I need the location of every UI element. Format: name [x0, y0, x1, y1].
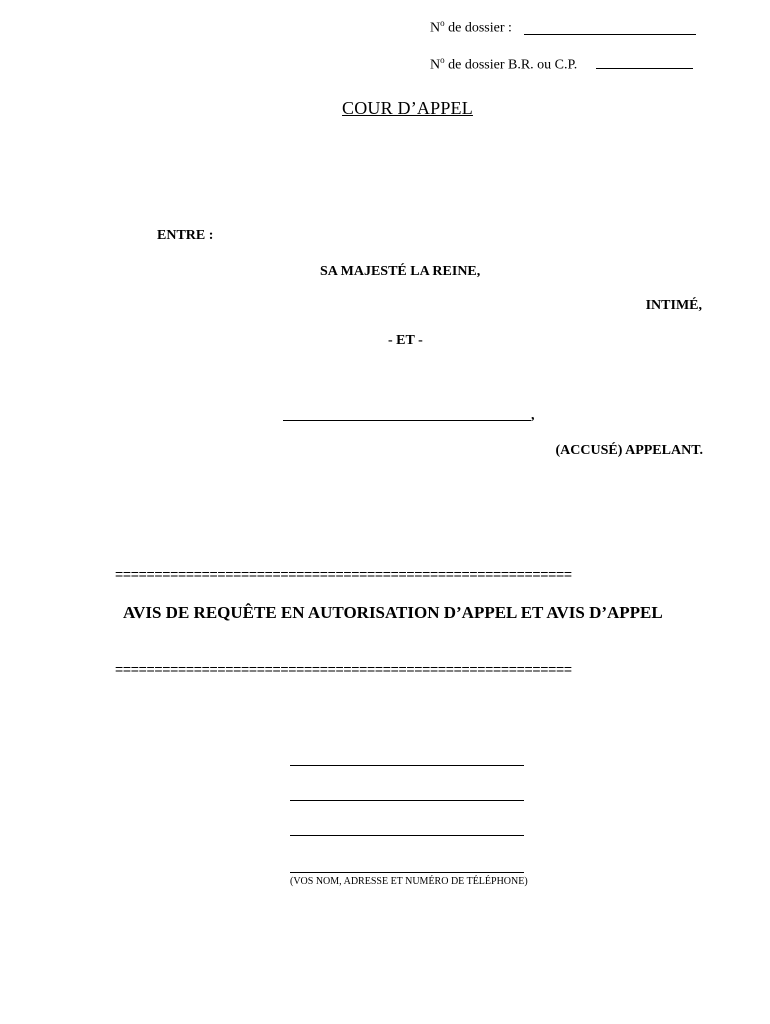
file-number-prefix: N	[430, 20, 441, 36]
br-file-number-line	[430, 55, 577, 74]
contact-address-field-2[interactable]	[290, 835, 524, 836]
contact-phone-field[interactable]	[290, 872, 524, 873]
contact-address-field[interactable]	[290, 800, 524, 801]
file-number-line	[430, 18, 512, 37]
file-number-field[interactable]	[524, 34, 696, 35]
appellant-comma: ,	[531, 408, 535, 423]
appellant-role: (ACCUSÉ) APPELANT.	[555, 443, 703, 458]
file-number-suffix: o	[440, 18, 445, 28]
br-file-number-label: de dossier B.R. ou C.P.	[444, 57, 578, 73]
separator-et: - ET -	[388, 333, 423, 348]
respondent-role: INTIMÉ,	[645, 298, 702, 313]
br-number-prefix: N	[430, 57, 441, 73]
contact-caption: (VOS NOM, ADRESSE ET NUMÉRO DE TÉLÉPHONE)	[290, 876, 528, 887]
br-number-suffix: o	[440, 55, 445, 65]
appellant-name-field[interactable]	[283, 420, 531, 421]
contact-name-field[interactable]	[290, 765, 524, 766]
between-label: ENTRE :	[157, 228, 214, 243]
separator-bottom: ==========================================================	[115, 661, 572, 677]
br-file-number-field[interactable]	[596, 68, 693, 69]
separator-top: ==========================================================	[115, 566, 572, 582]
court-title: COUR D’APPEL	[342, 98, 473, 118]
file-number-label: de dossier :	[444, 20, 512, 36]
party-crown: SA MAJESTÉ LA REINE,	[320, 264, 481, 279]
notice-title: AVIS DE REQUÊTE EN AUTORISATION D’APPEL ET AVIS D’APPEL	[123, 603, 663, 622]
